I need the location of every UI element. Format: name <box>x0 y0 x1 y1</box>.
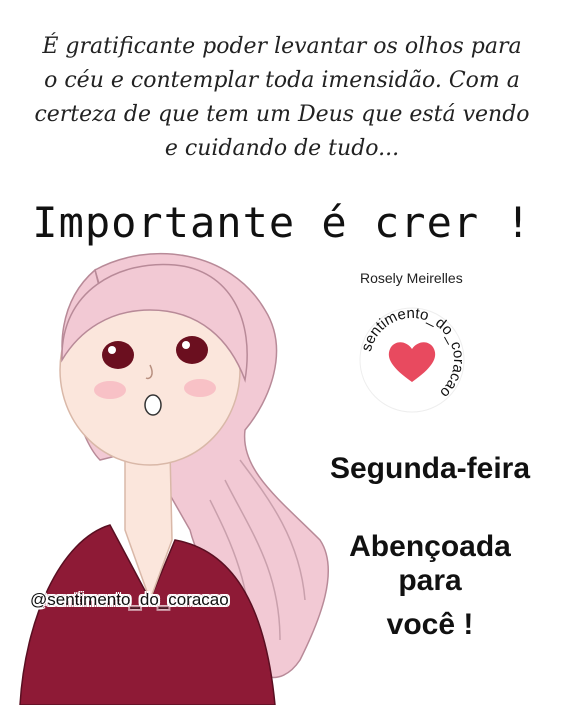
sentimento-logo <box>352 300 472 420</box>
logo-text: sentimento_do_coracao <box>358 304 468 402</box>
quote-line: certeza de que tem um Deus que está vendo <box>34 102 530 127</box>
quote-text <box>20 30 544 166</box>
greeting-line: Segunda-feira <box>329 452 531 485</box>
greeting-line: você ! <box>386 608 474 641</box>
headline: Importante é crer ! <box>32 198 532 247</box>
author-name: Rosely Meirelles <box>360 270 463 286</box>
quote-line: É gratificante poder levantar os olhos para <box>42 34 522 59</box>
quote-line: o céu e contemplar toda imensidão. Com a <box>44 68 520 93</box>
quote-line: e cuidando de tudo... <box>164 136 400 161</box>
girl-illustration <box>0 240 340 705</box>
greeting-line: Abençoada para <box>349 530 511 597</box>
instagram-handle: @sentimento_do_coracao <box>30 590 229 609</box>
